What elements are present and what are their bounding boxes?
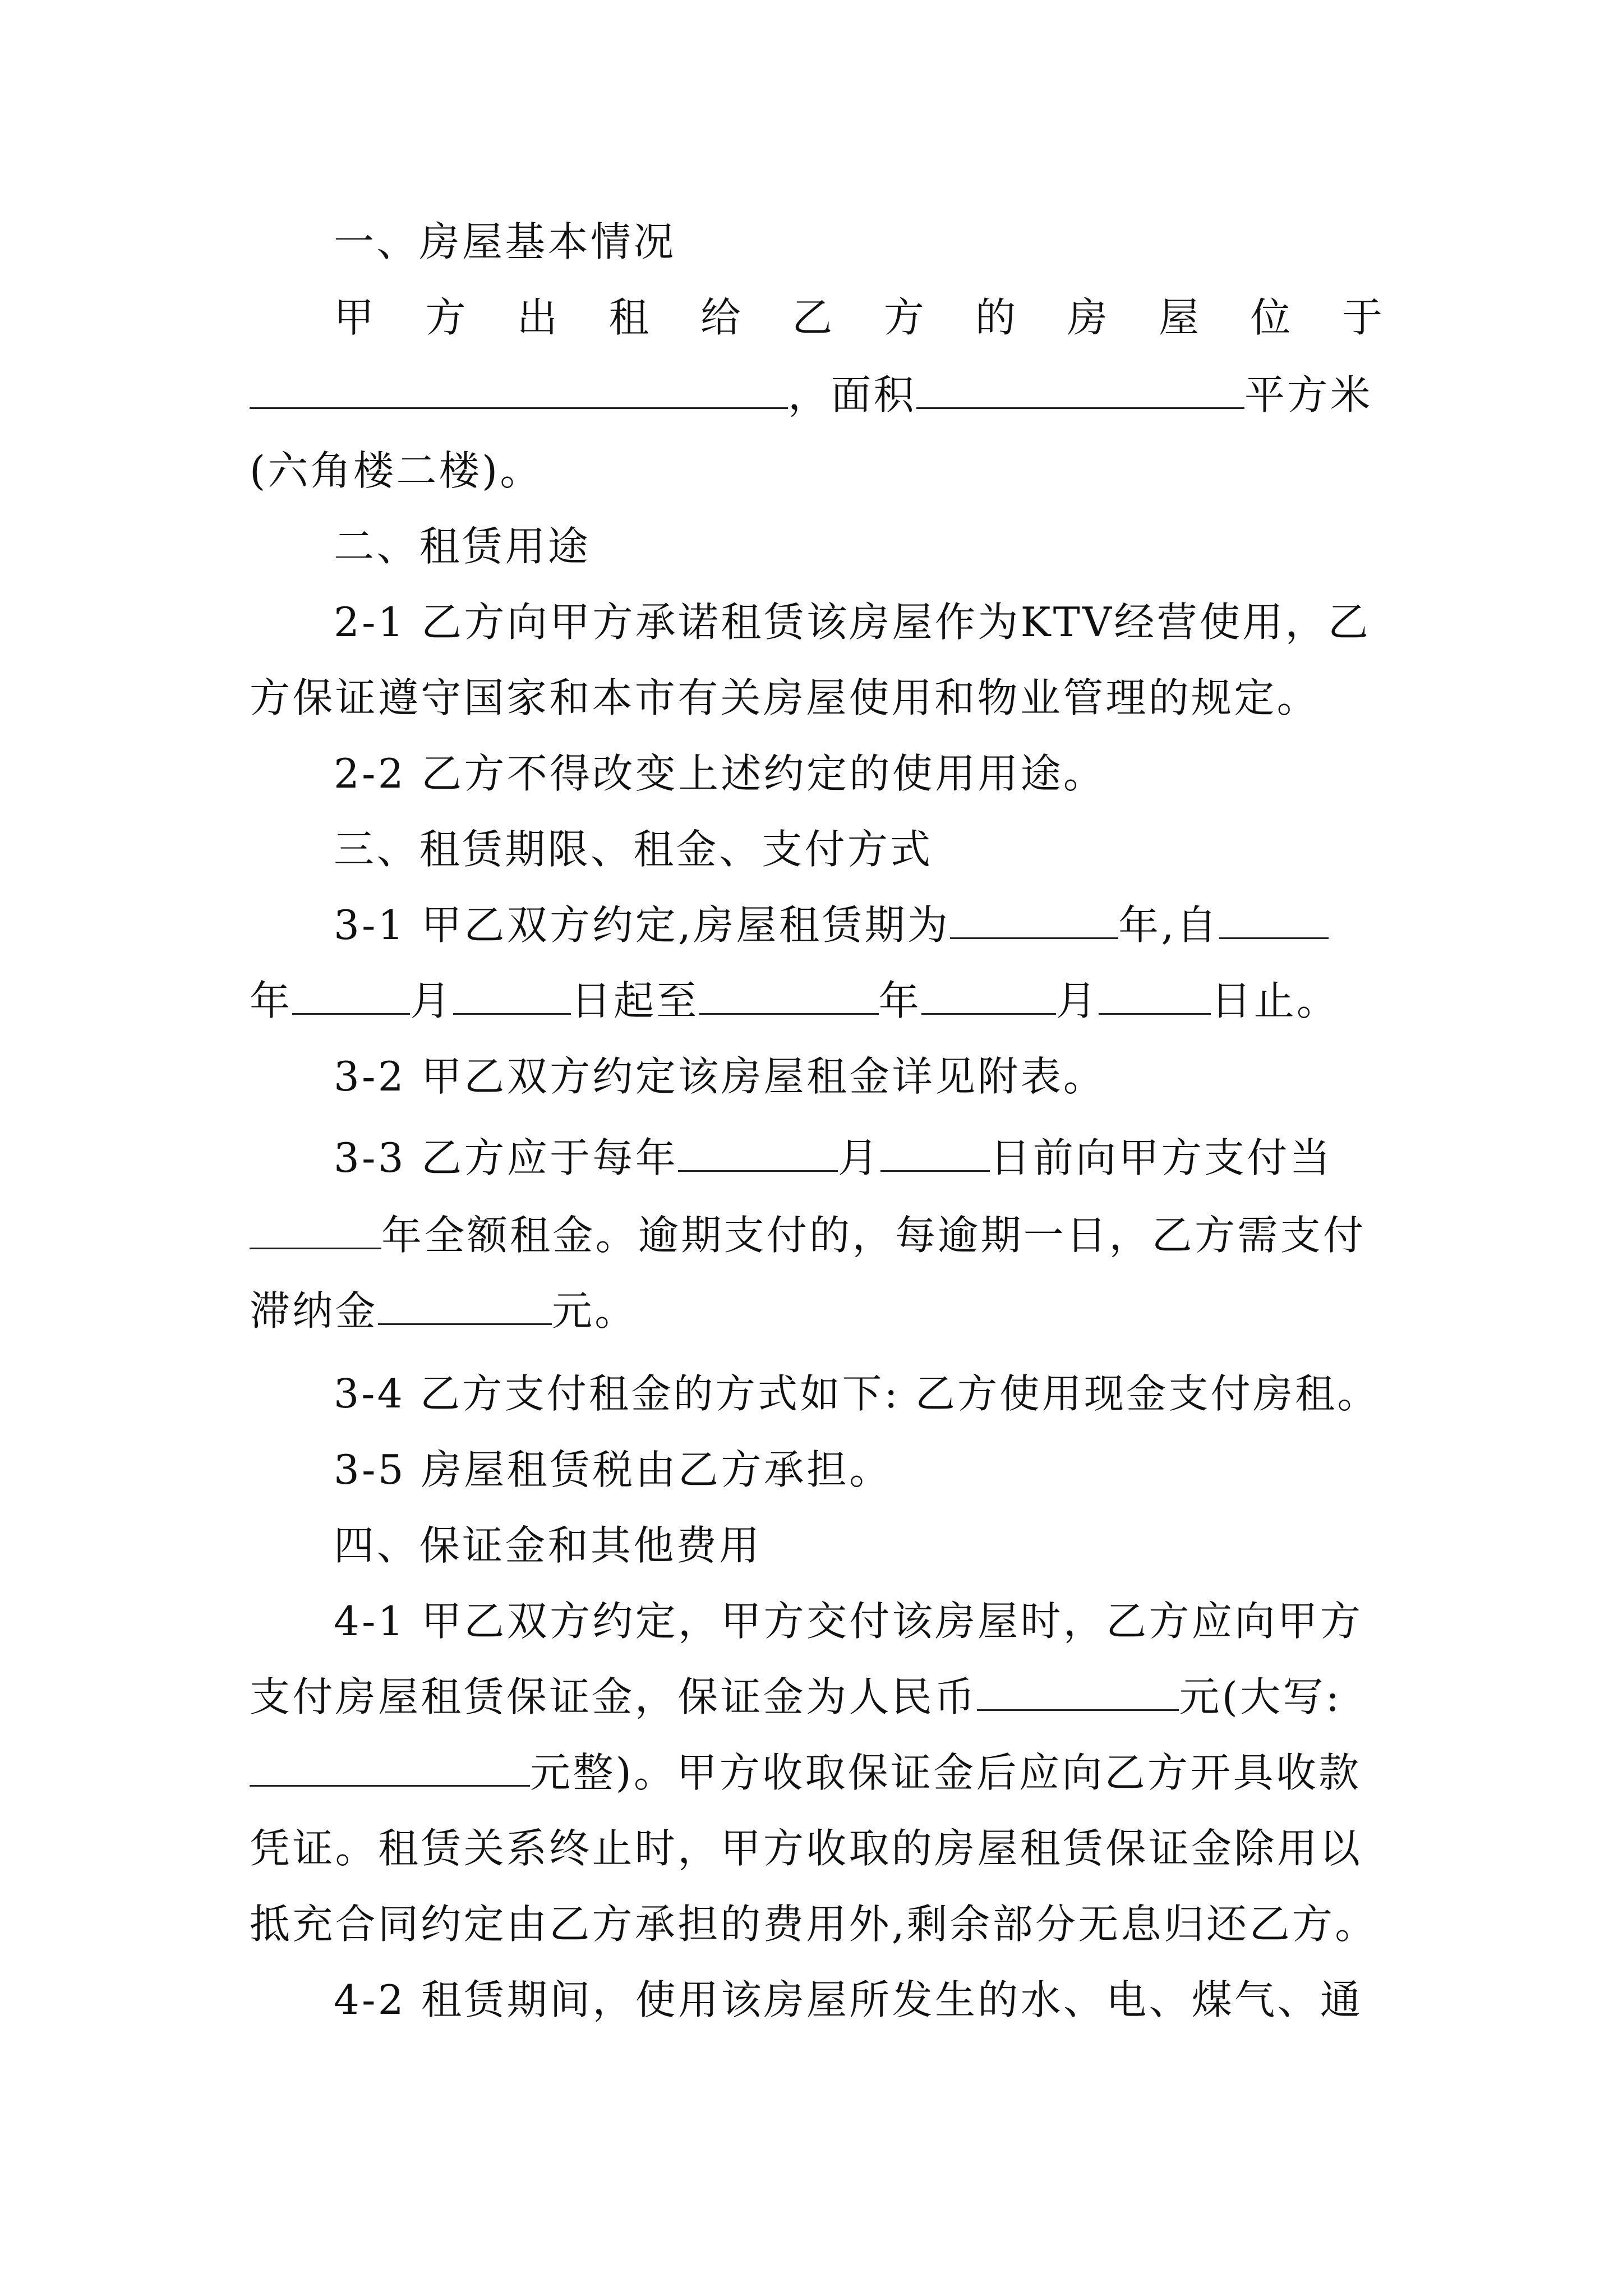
paragraph-line: 3-1 甲乙双方约定,房屋租赁期为 年,自 — [334, 894, 1382, 956]
paragraph-line: 滞纳金 元。 — [250, 1287, 638, 1335]
spaced-char: 于 — [1341, 294, 1382, 341]
spaced-char: 方 — [425, 294, 466, 341]
section-heading-4: 四、保证金和其他费用 — [334, 1522, 762, 1569]
section-heading-3: 三、租赁期限、租金、支付方式 — [334, 826, 933, 873]
spaced-char: 出 — [517, 294, 557, 341]
section-heading-1: 一、房屋基本情况 — [334, 218, 676, 265]
paragraph-line: 元整)。甲方收取保证金后应向乙方开具收款 — [250, 1742, 1382, 1803]
fill-in-blank — [1099, 978, 1211, 1015]
paragraph-line: 凭证。租赁关系终止时，甲方收取的房屋租赁保证金除用以 — [250, 1825, 1363, 1872]
paragraph-line: 4-2 租赁期间，使用该房屋所发生的水、电、煤气、通 — [334, 1976, 1363, 2023]
paragraph-line: (六角楼二楼)。 — [250, 447, 543, 494]
fill-in-blank — [880, 1135, 990, 1172]
fill-in-blank — [699, 978, 879, 1015]
spaced-char: 位 — [1250, 294, 1291, 341]
spaced-char: 给 — [700, 294, 741, 341]
fill-in-blank — [1219, 903, 1329, 939]
fill-in-blank — [950, 903, 1118, 939]
spaced-char: 乙 — [792, 294, 833, 341]
spaced-char: 租 — [608, 294, 649, 341]
paragraph-line: 2-1 乙方向甲方承诺租赁该房屋作为KTV经营使用，乙 — [334, 599, 1371, 646]
paragraph-line: 3-2 甲乙双方约定该房屋租金详见附表。 — [334, 1053, 1106, 1100]
fill-in-blank — [250, 1213, 381, 1249]
paragraph-line: 3-3 乙方应于每年 月 日前向甲方支付当 — [334, 1134, 1332, 1181]
fill-in-blank — [921, 978, 1056, 1015]
paragraph-line — [334, 287, 1382, 348]
paragraph-line: 抵充合同约定由乙方承担的费用外,剩余部分无息归还乙方。 — [250, 1901, 1378, 1948]
paragraph-line: ，面积 平方米 — [250, 364, 1382, 426]
fill-in-blank — [916, 372, 1244, 409]
spaced-char: 屋 — [1159, 294, 1200, 341]
paragraph-line: 2-2 乙方不得改变上述约定的使用用途。 — [334, 750, 1106, 797]
spaced-char: 的 — [975, 294, 1016, 341]
paragraph-line: 方保证遵守国家和本市有关房屋使用和物业管理的规定。 — [250, 674, 1320, 721]
fill-in-blank — [250, 1750, 530, 1787]
spaced-char: 方 — [883, 294, 924, 341]
paragraph-line: 3-4 乙方支付租金的方式如下: 乙方使用现金支付房租。 — [334, 1370, 1380, 1417]
fill-in-blank — [292, 978, 410, 1015]
section-heading-2: 二、租赁用途 — [334, 523, 591, 570]
fill-in-blank — [453, 978, 571, 1015]
spaced-char: 甲 — [334, 294, 375, 341]
fill-in-blank — [250, 372, 788, 409]
fill-in-blank — [977, 1674, 1179, 1711]
paragraph-line: 3-5 房屋租赁税由乙方承担。 — [334, 1446, 892, 1493]
fill-in-blank — [678, 1135, 838, 1172]
paragraph-line: 年全额租金。逾期支付的，每逾期一日，乙方需支付 — [250, 1204, 1382, 1266]
fill-in-blank — [378, 1289, 552, 1325]
paragraph-line: 年 月 日起至 年 月 日止。 — [250, 977, 1340, 1024]
paragraph-line: 4-1 甲乙双方约定，甲方交付该房屋时，乙方应向甲方 — [334, 1598, 1363, 1645]
paragraph-line: 支付房屋租赁保证金，保证金为人民币 元(大写: — [250, 1673, 1342, 1720]
spaced-char: 房 — [1067, 294, 1108, 341]
